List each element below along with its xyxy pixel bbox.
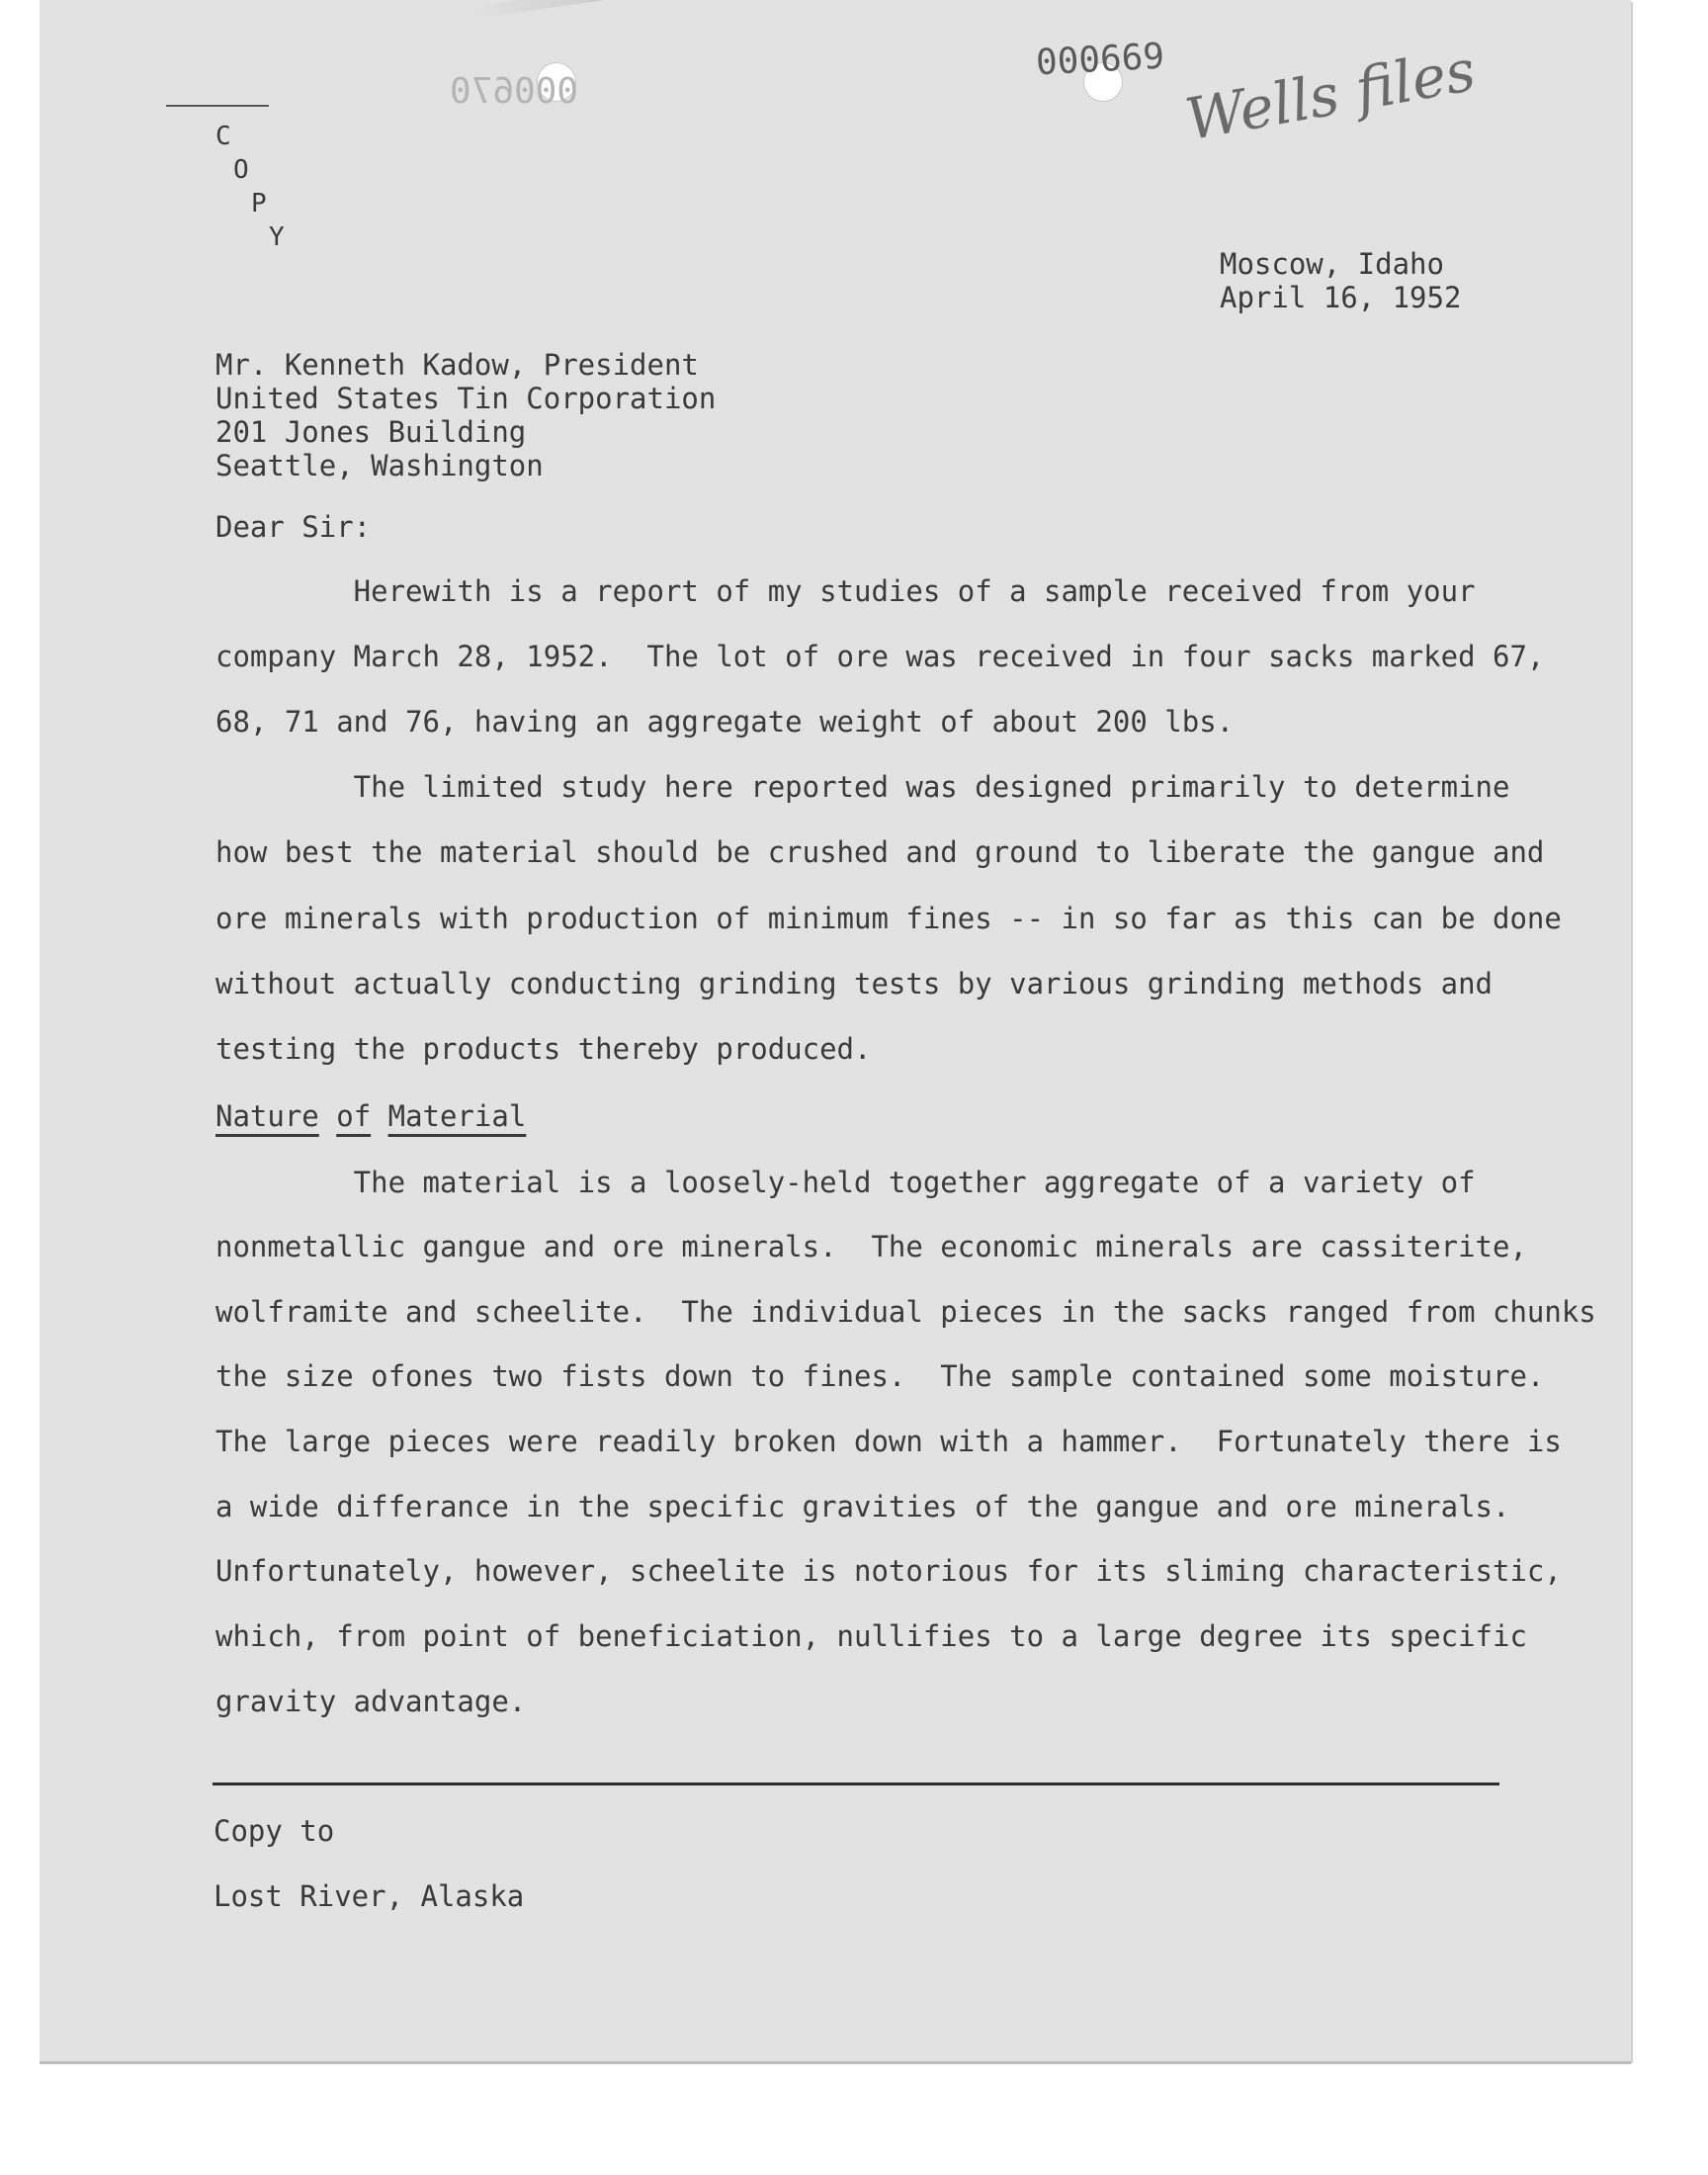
section-heading <box>215 1084 526 1149</box>
paragraph-line: a wide differance in the specific gravities of the gangue and ore minerals. <box>215 1490 1510 1523</box>
paragraph-line: The material is a loosely-held together aggregate of a variety of <box>215 1166 1476 1199</box>
copy-letter: P <box>251 189 267 218</box>
copy-to-label: Copy to <box>214 1814 335 1848</box>
paragraph-line: 68, 71 and 76, having an aggregate weight of about 200 lbs. <box>215 705 1235 739</box>
paragraph-line: The large pieces were readily broken down with a hammer. Fortunately there is <box>215 1425 1562 1458</box>
copy-mark-dash <box>166 105 269 107</box>
heading-word: of <box>336 1099 372 1133</box>
footer-divider <box>213 1783 1499 1785</box>
paragraph-line: gravity advantage. <box>215 1685 527 1718</box>
recipient-line: Seattle, Washington <box>215 449 544 482</box>
dateline-place: Moscow, Idaho <box>1220 247 1444 281</box>
copy-to-destination: Lost River, Alaska <box>214 1879 525 1913</box>
paragraph-line: which, from point of beneficiation, nullifies to a large degree its specific <box>215 1619 1527 1653</box>
recipient-line: Mr. Kenneth Kadow, President <box>215 348 699 382</box>
handwritten-note: Wells files <box>1180 36 1481 154</box>
recipient-line: United States Tin Corporation <box>215 382 717 415</box>
paragraph-line: Herewith is a report of my studies of a sample received from your <box>215 574 1476 608</box>
copy-letter: C <box>215 122 231 151</box>
paragraph-line: Unfortunately, however, scheelite is notorious for its sliming characteristic, <box>215 1554 1562 1588</box>
paragraph-line: testing the products thereby produced. <box>215 1032 872 1066</box>
salutation: Dear Sir: <box>215 510 372 544</box>
page-bottom-edge <box>40 2061 1631 2064</box>
faint-file-number: 000670 <box>450 71 579 112</box>
paragraph-line: company March 28, 1952. The lot of ore was received in four sacks marked 67, <box>215 640 1545 673</box>
paragraph-line: The limited study here reported was designed primarily to determine <box>215 770 1510 804</box>
dateline-date: April 16, 1952 <box>1220 281 1462 314</box>
paragraph-line: ore minerals with production of minimum fines -- in so far as this can be done <box>215 902 1562 935</box>
paragraph-line: without actually conducting grinding tests by various grinding methods and <box>215 967 1494 1000</box>
copy-letter: Y <box>269 222 285 252</box>
paragraph-line: wolframite and scheelite. The individual pieces in the sacks ranged from chunks <box>215 1295 1596 1329</box>
file-number-stamp: 000669 <box>1035 36 1166 84</box>
heading-word: Material <box>387 1099 527 1133</box>
paragraph-line: nonmetallic gangue and ore minerals. The economic minerals are cassiterite, <box>215 1230 1527 1263</box>
paragraph-line: how best the material should be crushed and ground to liberate the gangue and <box>215 835 1545 869</box>
heading-word: Nature <box>215 1099 319 1133</box>
paragraph-line: the size ofones two fists down to fines. The sample contained some moisture. <box>215 1359 1545 1393</box>
copy-letter: O <box>233 155 249 185</box>
recipient-line: 201 Jones Building <box>215 415 527 449</box>
